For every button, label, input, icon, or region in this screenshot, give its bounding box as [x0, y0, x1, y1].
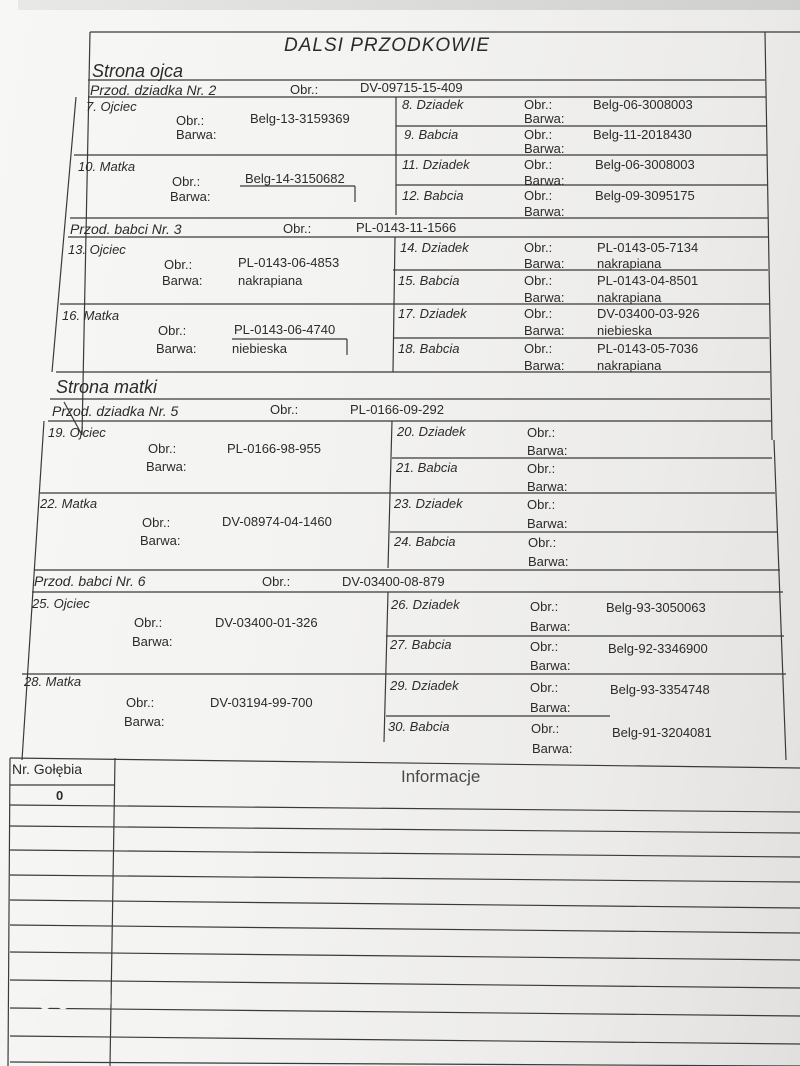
- pigeon-number-label: Nr. Gołębia: [12, 761, 83, 777]
- obr-label: Obr.:: [262, 574, 291, 589]
- info-heading: Informacje: [401, 767, 481, 786]
- barwa-label: Barwa:: [527, 516, 568, 531]
- ancestor-label: 20. Dziadek: [397, 424, 466, 439]
- ring-number: PL-0143-06-4853: [238, 255, 340, 270]
- ring-number: DV-03400-03-926: [597, 306, 700, 321]
- ring-number: Belg-09-3095175: [595, 188, 695, 203]
- obr-label: Obr.:: [134, 615, 163, 630]
- obr-label: Obr.:: [527, 425, 556, 440]
- ancestor-label: 17. Dziadek: [398, 306, 467, 321]
- ring-number: DV-03400-01-326: [215, 615, 318, 630]
- ring-number: PL-0166-09-292: [350, 402, 444, 417]
- obr-label: Obr.:: [524, 341, 553, 356]
- barwa-label: Barwa:: [156, 341, 197, 356]
- obr-label: Obr.:: [524, 188, 553, 203]
- obr-label: Obr.:: [283, 221, 312, 236]
- father-side-heading: Strona ojca: [92, 61, 184, 81]
- ancestor-label: 25. Ojciec: [32, 596, 90, 611]
- barwa-label: Barwa:: [124, 714, 165, 729]
- barwa-label: Barwa:: [524, 358, 565, 373]
- ancestor-label: 11. Dziadek: [402, 157, 470, 172]
- obr-label: Obr.:: [524, 97, 553, 112]
- color-value: nakrapiana: [597, 290, 662, 305]
- barwa-label: Barwa:: [524, 290, 565, 305]
- ring-number: Belg-14-3150682: [245, 171, 345, 186]
- obr-label: Obr.:: [126, 695, 155, 710]
- ancestor-label: 27. Babcia: [390, 637, 452, 652]
- grandmother-header: Przod. babci Nr. 6: [34, 573, 146, 589]
- ring-number: Belg-06-3008003: [595, 157, 695, 172]
- obr-label: Obr.:: [164, 257, 193, 272]
- ring-number: Belg-91-3204081: [612, 725, 712, 740]
- barwa-label: Barwa:: [528, 554, 569, 569]
- obr-label: Obr.:: [530, 680, 559, 695]
- ancestor-label: 22. Matka: [40, 496, 98, 511]
- barwa-label: Barwa:: [176, 127, 217, 142]
- barwa-label: Barwa:: [524, 173, 565, 188]
- obr-label: Obr.:: [530, 639, 559, 654]
- ring-number: PL-0143-06-4740: [234, 322, 336, 337]
- barwa-label: Barwa:: [532, 741, 573, 756]
- ring-number: PL-0166-98-955: [227, 441, 321, 456]
- obr-label: Obr.:: [524, 240, 553, 255]
- ring-number: DV-03194-99-700: [210, 695, 313, 710]
- watermark-line-1: SHOT ON REDMI 9: [90, 991, 239, 1008]
- obr-label: Obr.:: [270, 402, 299, 417]
- obr-label: Obr.:: [530, 599, 559, 614]
- ring-number: DV-03400-08-879: [342, 574, 445, 589]
- ancestor-label: 10. Matka: [78, 159, 136, 174]
- ring-number: Belg-06-3008003: [593, 97, 693, 112]
- ancestor-label: 7. Ojciec: [86, 99, 137, 114]
- obr-label: Obr.:: [172, 174, 201, 189]
- ancestor-label: 19. Ojciec: [48, 425, 106, 440]
- obr-label: Obr.:: [524, 273, 553, 288]
- color-value: nakrapiana: [597, 358, 662, 373]
- ancestor-label: 30. Babcia: [388, 719, 450, 734]
- color-value: niebieska: [597, 323, 652, 338]
- ancestor-label: 23. Dziadek: [394, 496, 463, 511]
- ring-number: PL-0143-11-1566: [356, 220, 457, 235]
- ring-number: PL-0143-05-7134: [597, 240, 699, 255]
- ancestor-label: 13. Ojciec: [68, 242, 126, 257]
- obr-label: Obr.:: [527, 461, 556, 476]
- ancestor-label: 15. Babcia: [398, 273, 460, 288]
- ring-number: Belg-93-3050063: [606, 600, 706, 615]
- grandmother-header: Przod. babci Nr. 3: [70, 221, 182, 237]
- ring-number: PL-0143-05-7036: [597, 341, 699, 356]
- camera-logo-icon: [34, 993, 74, 1029]
- barwa-label: Barwa:: [524, 141, 565, 156]
- barwa-label: Barwa:: [530, 658, 571, 673]
- pigeon-number-value: 0: [56, 788, 64, 803]
- obr-label: Obr.:: [290, 82, 319, 97]
- barwa-label: Barwa:: [146, 459, 187, 474]
- obr-label: Obr.:: [142, 515, 171, 530]
- ancestor-label: 21. Babcia: [396, 460, 458, 475]
- barwa-label: Barwa:: [530, 619, 571, 634]
- ring-number: Belg-92-3346900: [608, 641, 708, 656]
- ancestor-label: 8. Dziadek: [402, 97, 464, 112]
- grandfather-header: Przod. dziadka Nr. 5: [52, 403, 179, 419]
- ancestor-label: 18. Babcia: [398, 341, 460, 356]
- obr-label: Obr.:: [524, 127, 553, 142]
- ring-number: DV-08974-04-1460: [222, 514, 332, 529]
- ring-number: Belg-13-3159369: [250, 111, 350, 126]
- color-value: nakrapiana: [597, 256, 662, 271]
- obr-label: Obr.:: [531, 721, 560, 736]
- color-value: niebieska: [232, 341, 287, 356]
- barwa-label: Barwa:: [132, 634, 173, 649]
- grandfather-header: Przod. dziadka Nr. 2: [90, 82, 217, 98]
- barwa-label: Barwa:: [170, 189, 211, 204]
- ancestor-label: 12. Babcia: [402, 188, 464, 203]
- barwa-label: Barwa:: [524, 111, 565, 126]
- obr-label: Obr.:: [524, 157, 553, 172]
- ancestor-label: 16. Matka: [62, 308, 120, 323]
- ring-number: PL-0143-04-8501: [597, 273, 699, 288]
- barwa-label: Barwa:: [524, 204, 565, 219]
- ancestor-label: 14. Dziadek: [400, 240, 469, 255]
- watermark-line-2: AI QUAD CAMERA: [90, 1016, 235, 1033]
- mother-side-heading: Strona matki: [56, 377, 158, 397]
- ancestor-label: 24. Babcia: [394, 534, 456, 549]
- barwa-label: Barwa:: [140, 533, 181, 548]
- ancestor-label: 9. Babcia: [404, 127, 459, 142]
- ancestor-label: 29. Dziadek: [390, 678, 459, 693]
- obr-label: Obr.:: [527, 497, 556, 512]
- obr-label: Obr.:: [524, 306, 553, 321]
- ring-number: Belg-11-2018430: [593, 127, 692, 142]
- obr-label: Obr.:: [158, 323, 187, 338]
- ring-number: DV-09715-15-409: [360, 80, 463, 95]
- barwa-label: Barwa:: [162, 273, 203, 288]
- obr-label: Obr.:: [528, 535, 557, 550]
- obr-label: Obr.:: [148, 441, 177, 456]
- barwa-label: Barwa:: [524, 323, 565, 338]
- barwa-label: Barwa:: [527, 479, 568, 494]
- ancestor-label: 26. Dziadek: [391, 597, 460, 612]
- barwa-label: Barwa:: [530, 700, 571, 715]
- obr-label: Obr.:: [176, 113, 205, 128]
- form-title: DALSI PRZODKOWIE: [284, 35, 491, 56]
- barwa-label: Barwa:: [524, 256, 565, 271]
- ancestor-label: 28. Matka: [24, 674, 82, 689]
- color-value: nakrapiana: [238, 273, 303, 288]
- ring-number: Belg-93-3354748: [610, 682, 710, 697]
- barwa-label: Barwa:: [527, 443, 568, 458]
